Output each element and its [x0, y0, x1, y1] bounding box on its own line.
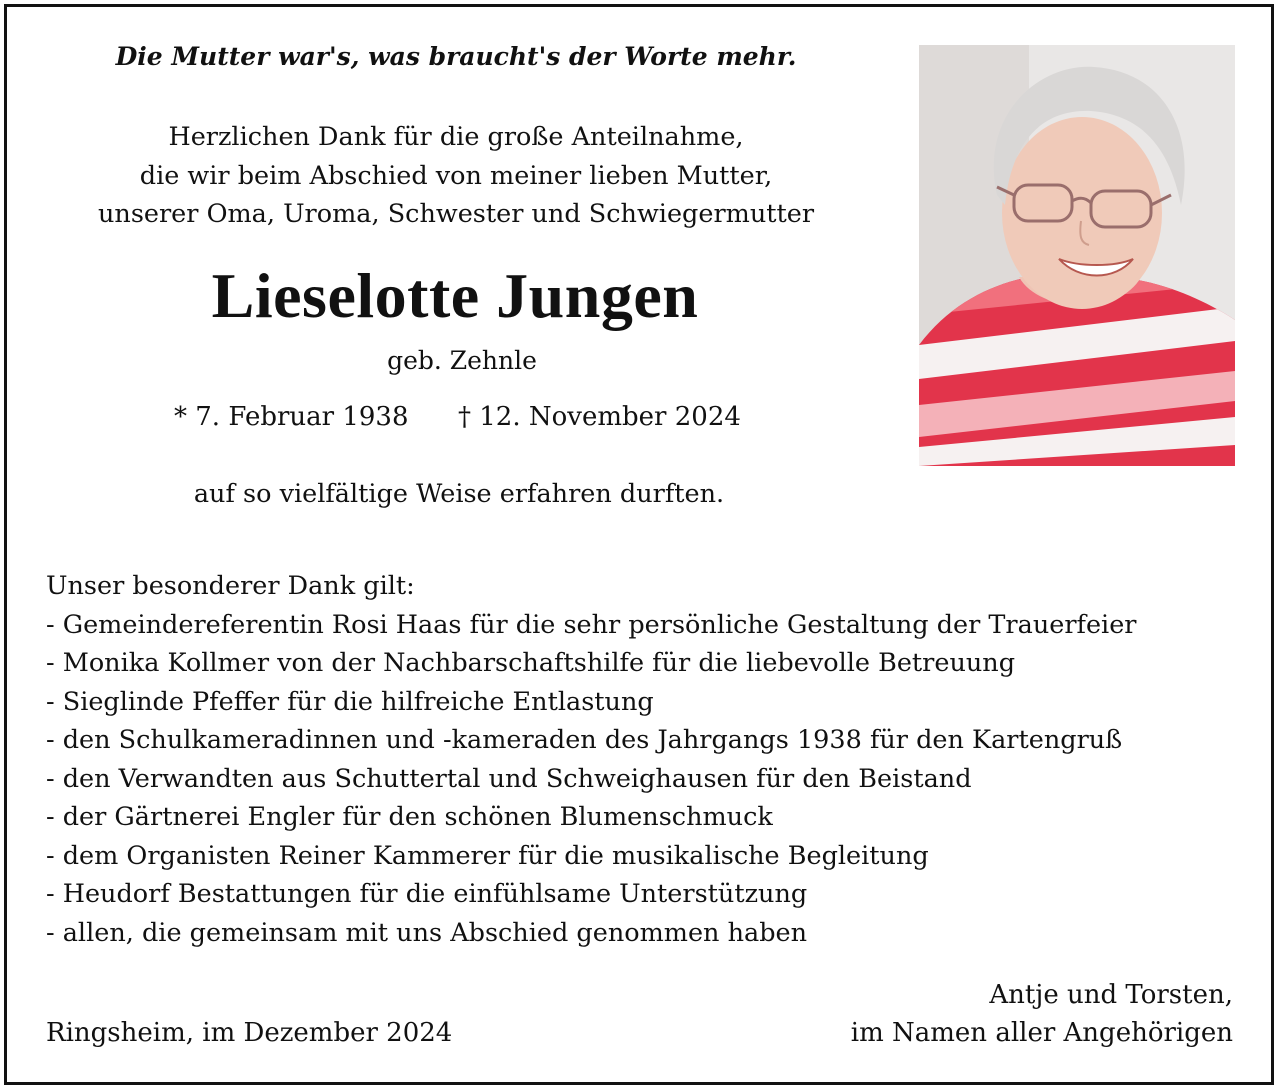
thanks-item: - der Gärtnerei Engler für den schönen Blumenschmuck [46, 802, 773, 832]
experienced-line: auf so vielfältige Weise erfahren durften. [193, 479, 725, 509]
thanks-paragraph [46, 118, 866, 234]
thanks-item: - Gemeindereferentin Rosi Haas für die sehr persönliche Gestaltung der Trauerfeier [46, 609, 1137, 640]
thanks-item: - Sieglinde Pfeffer für die hilfreiche Entlastung [46, 686, 654, 717]
thanks-line: Herzlichen Dank für die große Anteilnahme, [168, 122, 744, 152]
maiden-name: geb. Zehnle [387, 346, 537, 375]
portrait-illustration [919, 45, 1235, 466]
thanks-item: - dem Organisten Reiner Kammerer für die musikalische Begleitung [46, 840, 929, 871]
thanks-item: - den Schulkameradinnen und -kameraden des Jahrgangs 1938 für den Kartengruß [46, 725, 1123, 755]
special-thanks-intro: Unser besonderer Dank gilt: [46, 571, 415, 601]
signature-on-behalf: im Namen aller Angehörigen [850, 1018, 1233, 1048]
thanks-item: - allen, die gemeinsam mit uns Abschied genommen haben [46, 917, 808, 948]
thanks-item: - Monika Kollmer von der Nachbarschaftshilfe für die liebevolle Betreuung [46, 648, 1016, 678]
death-date: † 12. November 2024 [458, 402, 741, 432]
motto-quote: Die Mutter war's, was braucht's der Worte mehr. [115, 42, 797, 71]
thanks-line: die wir beim Abschied von meiner lieben Mutter, [139, 160, 773, 191]
thanks-line: unserer Oma, Uroma, Schwester und Schwiegermutter [97, 199, 815, 229]
birth-date: * 7. Februar 1938 [174, 402, 409, 432]
deceased-name: Lieselotte Jungen [211, 260, 699, 331]
special-thanks-list [46, 567, 1137, 952]
place-and-date: Ringsheim, im Dezember 2024 [46, 1018, 453, 1048]
signature-names: Antje und Torsten, [989, 980, 1233, 1010]
portrait-photo [919, 45, 1235, 466]
face [1002, 117, 1162, 309]
thanks-item: - den Verwandten aus Schuttertal und Schweighausen für den Beistand [46, 763, 972, 794]
thanks-item: - Heudorf Bestattungen für die einfühlsame Unterstützung [46, 879, 808, 909]
